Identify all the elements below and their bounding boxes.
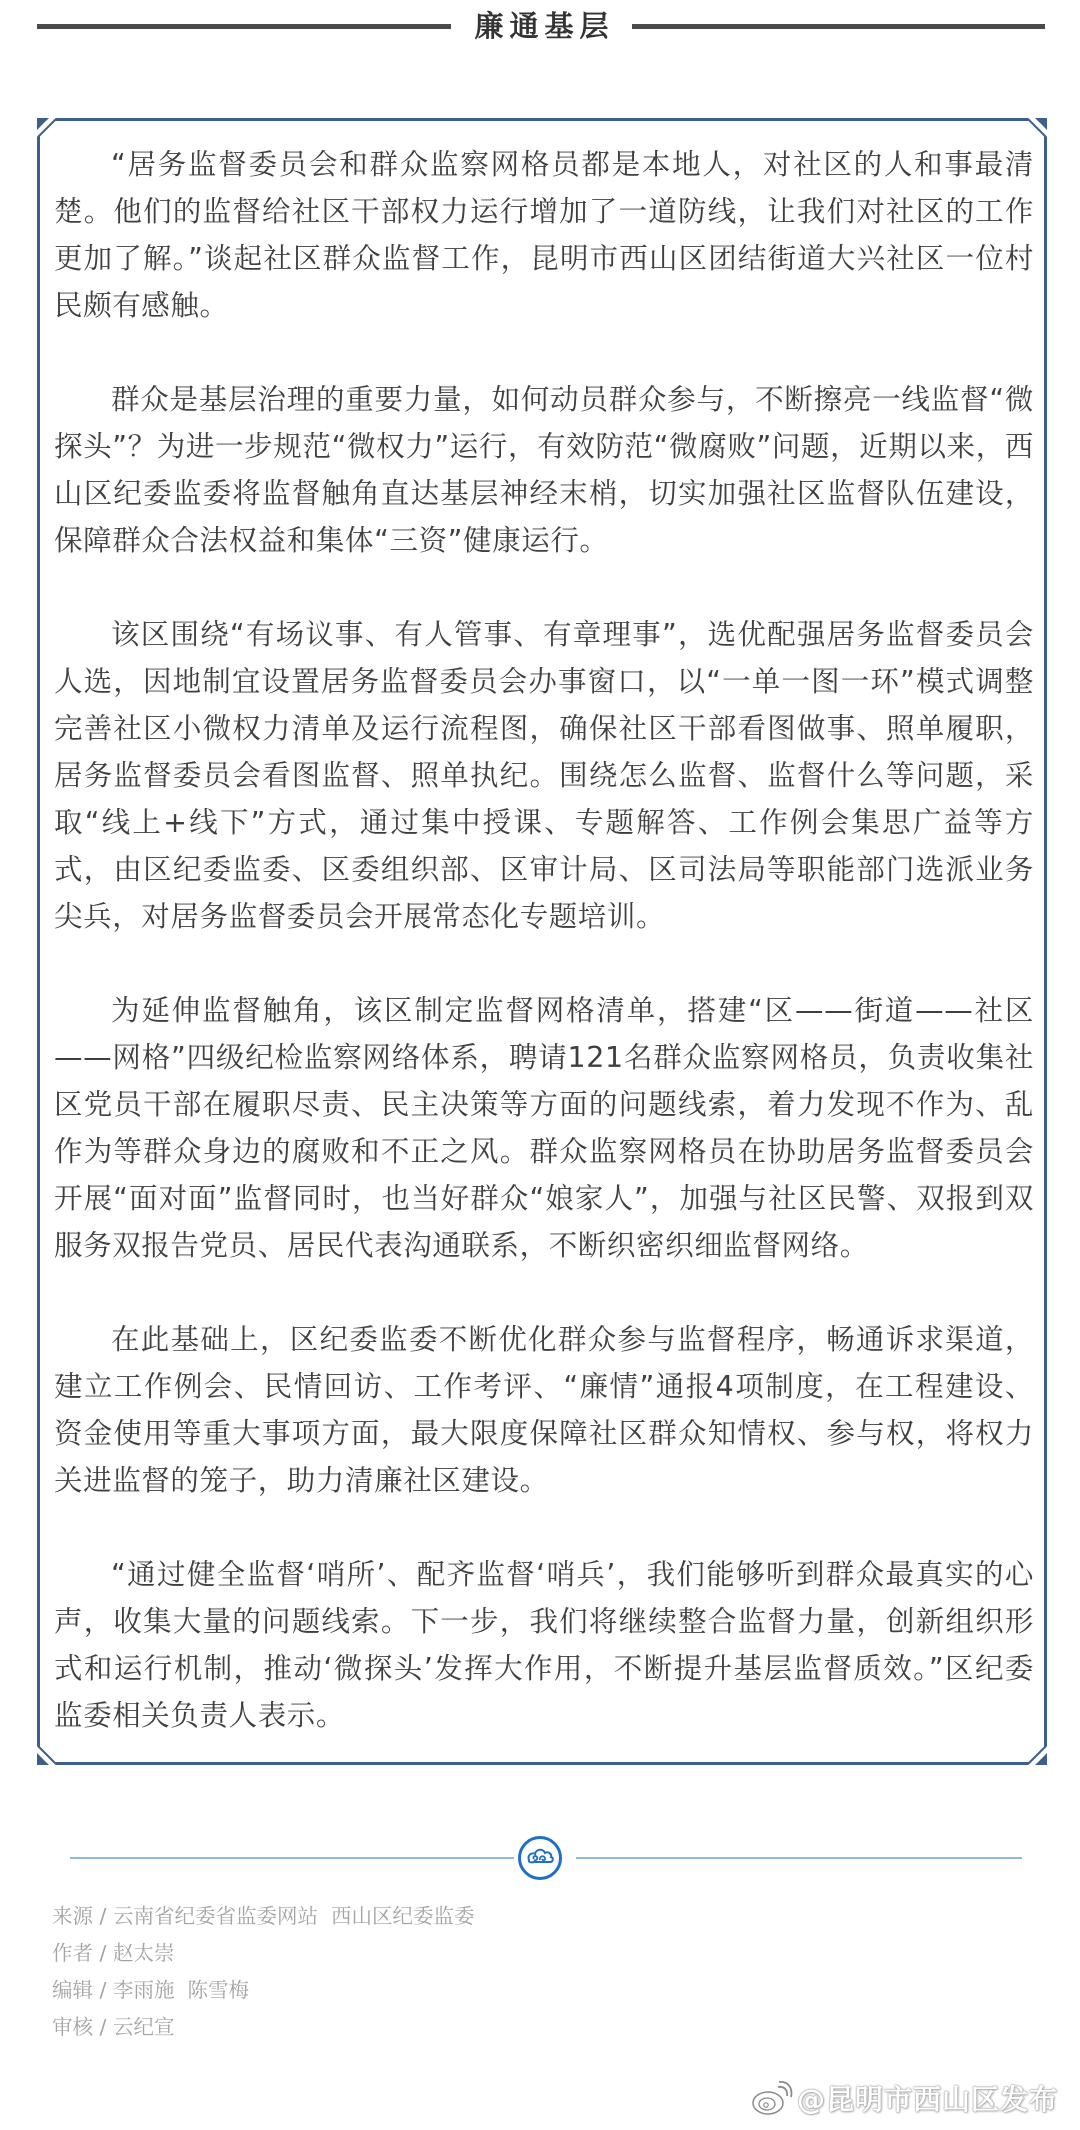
credit-author: 作者 / 赵太崇 bbox=[52, 1941, 175, 1965]
article-credits bbox=[52, 1898, 752, 2046]
watermark-text: @昆明市西山区发布 bbox=[796, 2083, 1058, 2116]
divider-rule-right bbox=[576, 1857, 1022, 1859]
article-paragraph: 为延伸监督触角，该区制定监督网格清单，搭建“区——街道——社区——网格”四级纪检监察网络体系，聘请121名群众监察网格员，负责收集社区党员干部在履职尽责、民主决策等方面的问题线索，着力发现不作为、乱作为等群众身边的腐败和不正之风。群众监察网格员在协助居务监督委员会开展“面对面”监督同时，也当好群众“娘家人”，加强与社区民警、双报到双服务双报告党员、居民代表沟通联系，不断织密织细监督网络。 bbox=[54, 994, 1034, 1262]
section-divider bbox=[0, 1828, 1080, 1888]
section-header bbox=[0, 0, 1080, 56]
article-paragraph: 该区围绕“有场议事、有人管事、有章理事”，选优配强居务监督委员会人选，因地制宜设置居务监督委员会办事窗口，以“一单一图一环”模式调整完善社区小微权力清单及运行流程图，确保社区干部看图做事、照单履职，居务监督委员会看图监督、照单执纪。围绕怎么监督、监督什么等问题，采取“线上+线下”方式，通过集中授课、专题解答、工作例会集思广益等方式，由区纪委监委、区委组织部、区审计局、区司法局等职能部门选派业务尖兵，对居务监督委员会开展常态化专题培训。 bbox=[54, 618, 1034, 933]
header-rule-right bbox=[632, 24, 1045, 29]
credit-editor: 编辑 / 李雨施 陈雪梅 bbox=[52, 1978, 249, 2002]
weibo-icon bbox=[751, 2079, 793, 2117]
article-paragraph: 群众是基层治理的重要力量，如何动员群众参与，不断擦亮一线监督“微探头”？为进一步规范“微权力”运行，有效防范“微腐败”问题，近期以来，西山区纪委监委将监督触角直达基层神经末梢，切实加强社区监督队伍建设，保障群众合法权益和集体“三资”健康运行。 bbox=[54, 383, 1034, 557]
credit-source: 来源 / 云南省纪委省监委网站 西山区纪委监委 bbox=[52, 1904, 475, 1928]
article-body bbox=[54, 141, 1034, 1786]
frame-corner-ornament-icon bbox=[1025, 118, 1047, 140]
header-rule-left bbox=[37, 24, 451, 29]
auspicious-cloud-icon bbox=[517, 1835, 563, 1881]
frame-corner-ornament-icon bbox=[37, 118, 59, 140]
section-title: 廉通基层 bbox=[474, 9, 615, 43]
credit-reviewer: 审核 / 云纪宣 bbox=[52, 2015, 175, 2039]
divider-rule-left bbox=[70, 1857, 514, 1859]
article-paragraph: “通过健全监督‘哨所’、配齐监督‘哨兵’，我们能够听到群众最真实的心声，收集大量的问题线索。下一步，我们将继续整合监督力量，创新组织形式和运行机制，推动‘微探头’发挥大作用，不断提升基层监督质效。”区纪委监委相关负责人表示。 bbox=[54, 1558, 1034, 1732]
article-paragraph: 在此基础上，区纪委监委不断优化群众参与监督程序，畅通诉求渠道，建立工作例会、民情回访、工作考评、“廉情”通报4项制度，在工程建设、资金使用等重大事项方面，最大限度保障社区群众知情权、参与权，将权力关进监督的笼子，助力清廉社区建设。 bbox=[54, 1323, 1034, 1497]
weibo-watermark bbox=[751, 2078, 1058, 2118]
article-paragraph: “居务监督委员会和群众监察网格员都是本地人，对社区的人和事最清楚。他们的监督给社区干部权力运行增加了一道防线，让我们对社区的工作更加了解。”谈起社区群众监督工作，昆明市西山区团结街道大兴社区一位村民颇有感触。 bbox=[54, 148, 1034, 322]
